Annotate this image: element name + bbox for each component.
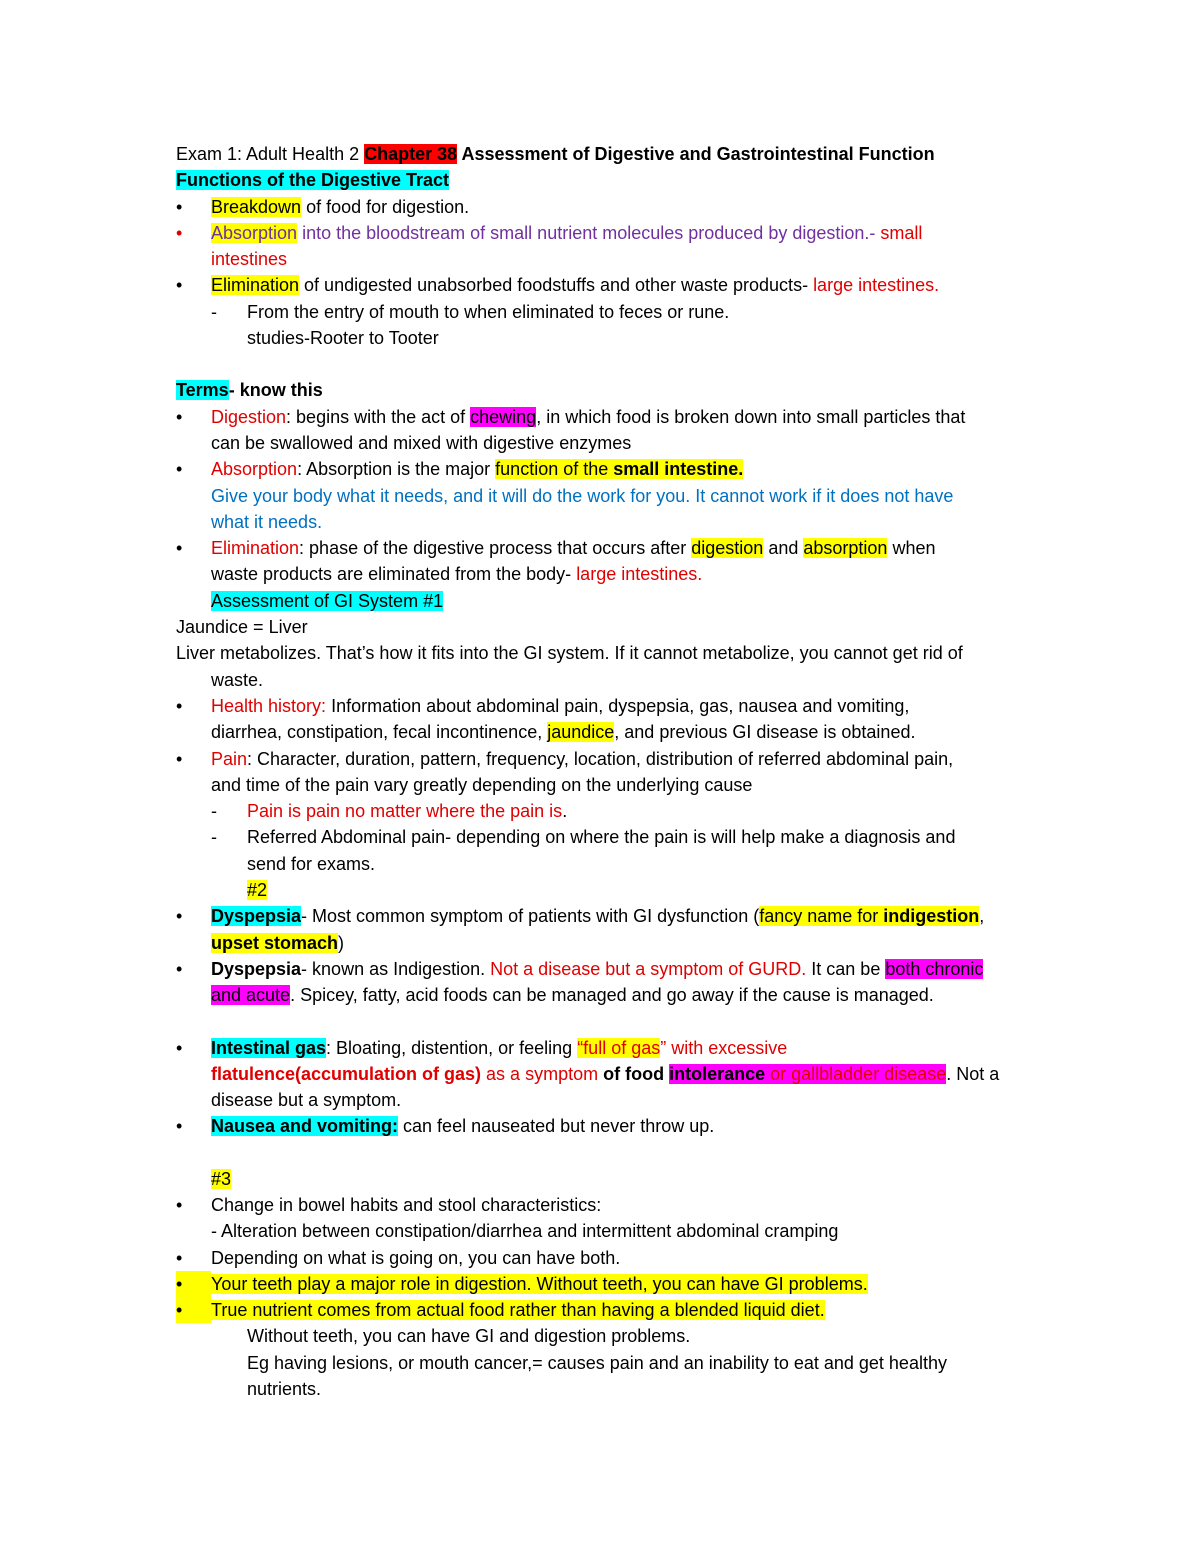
- document-title: [176, 141, 1076, 167]
- list-item: • Absorption into the bloodstream of small nutrient molecules produced by digestion.- small: [176, 220, 1076, 246]
- notes-content: Exam 1: Adult Health 2 Chapter 38 Assessment of Digestive and Gastrointestinal Function Functions of the Digestive Tract • Breakdown of food for digestion. • Absorption into the bloodstream of small nutrient molecules produced by digestion.- small intestines • Elimination of undigested unabsorbed foodstuffs and other waste products- large intestines. - From the entry of mouth to when eliminated to feces or rune. studies-Rooter to Tooter Terms- know this • Digestion: begins with the act of chewing, in which food is broken down into small particles that can be swallowed and mixed with digestive enzymes • Absorption: Absorption is the major function of the small intestine. Give your body what it needs, and it will do the work for you. It cannot work if it does not have what it needs. • Elimination: phase of the digestive process that occurs after digestion and absorption when waste products are eliminated from the body- large intestines. Assessment of GI System #1 Jaundice = Liver Liver metabolizes. That’s how it fits into the GI system. If it cannot metabolize, you cannot get rid of waste. • Health history: Information about abdominal pain, dyspepsia, gas, nausea and vomiting, diarrhea, constipation, fecal incontinence, jaundice, and previous GI disease is obtained. • Pain: Character, duration, pattern, frequency, location, distribution of referred abdominal pain, and time of the pain vary greatly depending on the underlying cause - Pain is pain no matter where the pain is. - Referred Abdominal pain- depending on where the pain is will help make a diagnosis and send for exams. #2 • Dyspepsia- Most common symptom of patients with GI dysfunction (fancy name for indigestion, upset stomach) • Dyspepsia- known as Indigestion. Not a disease but a symptom of GURD. It can be both chronic and acute. Spicey, fatty, acid foods can be managed and go away if the cause is managed. • Intestinal gas: Bloating, distention, or feeling “full of gas” with excessive flatulence(accumulation of gas) as a symptom of food intolerance or gallbladder disease. Not a disease but a symptom. • Nausea and vomiting: can feel nauseated but never throw up. #3 • Change in bowel habits and stool characteristics: - Alteration between constipation/diarrhea and intermittent abdominal cramping • Depending on what is going on, you can have both. • Your teeth play a major role in digestion. Without teeth, you can have GI problems. • True nutrient comes from actual food rather than having a blended liquid diet. Without teeth, you can have GI and digestion problems. Eg having lesions, or mouth cancer,= causes pain and an inability to eat and get healthy nutrients.: [176, 141, 1076, 1402]
- list-item: • Health history: Information about abdominal pain, dyspepsia, gas, nausea and vomiting,: [176, 693, 1076, 719]
- bullet: •: [176, 695, 183, 716]
- bullet: •: [176, 1116, 183, 1137]
- chapter-label: Chapter 38: [364, 144, 458, 164]
- chapter-title: Assessment of Digestive and Gastrointestinal Function: [457, 144, 935, 164]
- sub-item: - From the entry of mouth to when eliminated to feces or rune.: [176, 299, 1076, 325]
- list-item: • Nausea and vomiting: can feel nauseated but never throw up.: [176, 1113, 1076, 1139]
- bullet: •: [176, 538, 183, 559]
- list-item: • Your teeth play a major role in digestion. Without teeth, you can have GI problems.: [176, 1271, 1076, 1297]
- list-item: • True nutrient comes from actual food rather than having a blended liquid diet.: [176, 1297, 1076, 1323]
- bullet: •: [176, 406, 183, 427]
- functions-heading: Functions of the Digestive Tract: [176, 170, 450, 191]
- list-item: • Depending on what is going on, you can have both.: [176, 1245, 1076, 1271]
- list-item: • Elimination of undigested unabsorbed foodstuffs and other waste products- large intestines.: [176, 272, 1076, 298]
- bullet: •: [176, 906, 183, 927]
- bullet: •: [176, 459, 183, 480]
- assessment-heading: Assessment of GI System #1: [211, 590, 444, 611]
- list-item: • Change in bowel habits and stool characteristics:: [176, 1192, 1076, 1218]
- exam-label: Exam 1: Adult Health 2: [176, 144, 365, 164]
- dash: -: [211, 801, 217, 822]
- list-item: • Pain: Character, duration, pattern, frequency, location, distribution of referred abdominal pain,: [176, 746, 1076, 772]
- sub-item: - Pain is pain no matter where the pain is.: [176, 798, 1076, 824]
- bullet: •: [176, 1297, 211, 1323]
- section-number: #2: [247, 880, 268, 901]
- list-item: • Elimination: phase of the digestive process that occurs after digestion and absorption when: [176, 535, 1076, 561]
- list-item: • Absorption: Absorption is the major function of the small intestine.: [176, 456, 1076, 482]
- list-item: • Dyspepsia- known as Indigestion. Not a disease but a symptom of GURD. It can be both chronic: [176, 956, 1076, 982]
- bullet: •: [176, 748, 183, 769]
- list-item: • Digestion: begins with the act of chewing, in which food is broken down into small particles that: [176, 404, 1076, 430]
- terms-heading: Terms- know this: [176, 380, 323, 401]
- bullet: •: [176, 958, 183, 979]
- dash: -: [211, 301, 217, 322]
- list-item: • Dyspepsia- Most common symptom of patients with GI dysfunction (fancy name for indigestion,: [176, 903, 1076, 929]
- bullet: •: [176, 275, 183, 296]
- list-item: • Breakdown of food for digestion.: [176, 194, 1076, 220]
- dash: -: [211, 827, 217, 848]
- section-number: #3: [211, 1168, 232, 1189]
- bullet: •: [176, 1271, 211, 1297]
- bullet: •: [176, 1247, 183, 1268]
- bullet: •: [176, 196, 183, 217]
- sub-item: - Referred Abdominal pain- depending on where the pain is will help make a diagnosis and: [176, 824, 1076, 850]
- bullet: •: [176, 222, 183, 243]
- bullet: •: [176, 1037, 183, 1058]
- list-item: • Intestinal gas: Bloating, distention, or feeling “full of gas” with excessive: [176, 1035, 1076, 1061]
- bullet: •: [176, 1194, 183, 1215]
